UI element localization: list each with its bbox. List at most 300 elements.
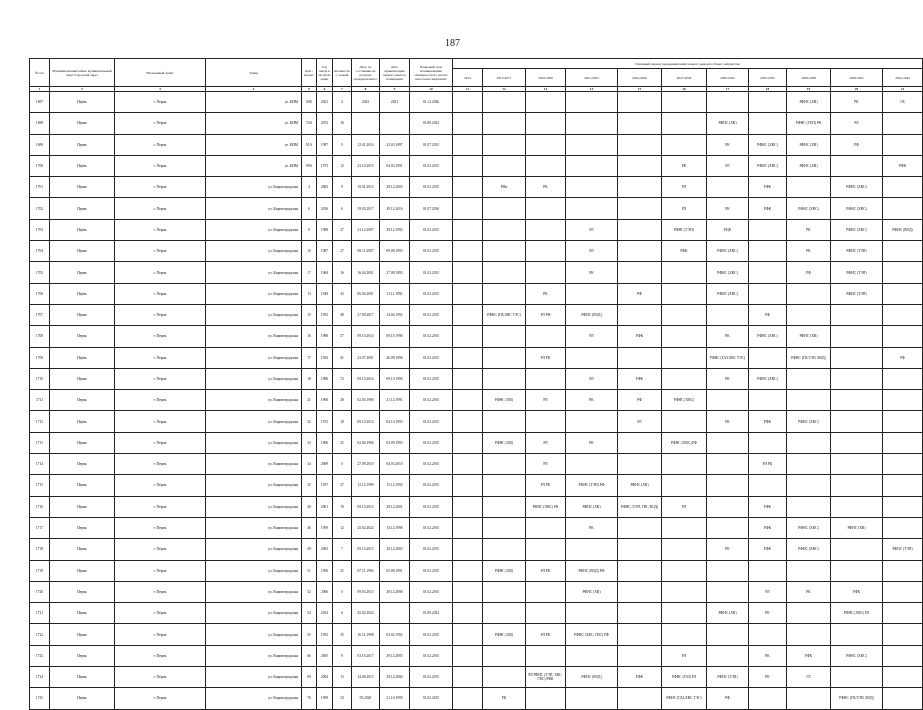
column-number: 14	[566, 87, 618, 92]
period-cell	[883, 198, 923, 219]
floors-cell: 25	[333, 432, 352, 453]
period-cell	[453, 624, 483, 645]
period-cell	[453, 603, 483, 624]
header-house: Дом / корпус	[302, 59, 317, 87]
street-cell: ул. КИМ	[206, 155, 302, 176]
period-cell	[662, 411, 707, 432]
house-cell: 35	[302, 475, 317, 496]
period-cell: РФНС (ВОД)	[883, 219, 923, 240]
street-cell: ул. Кировоградская	[206, 432, 302, 453]
year-cell: 1957	[317, 475, 333, 496]
period-cell	[483, 347, 526, 368]
period-cell: РФНС (ХВС)	[831, 177, 883, 198]
municipality-cell: Пермь	[50, 411, 115, 432]
header-privatization-date: Дата приватизации первого жилого помещения	[380, 59, 410, 87]
table-row	[30, 581, 923, 602]
period-cell: РК	[526, 177, 566, 198]
period-cell	[526, 688, 566, 709]
settlement-cell: г. Пермь	[115, 262, 206, 283]
period-cell	[707, 454, 749, 475]
table-row	[30, 92, 923, 113]
period-cell: РФ	[883, 347, 923, 368]
floors-cell: 28	[333, 390, 352, 411]
privatization-date-cell: 04.03.2010	[380, 454, 410, 475]
period-cell	[662, 624, 707, 645]
period-cell: РФК	[618, 667, 662, 688]
period-cell: РФК	[618, 326, 662, 347]
table-row	[30, 283, 923, 304]
due-date-cell: 01.02.2015	[410, 496, 453, 517]
house-cell: 34	[302, 454, 317, 475]
period-cell	[707, 390, 749, 411]
period-cell	[453, 496, 483, 517]
period-cell	[831, 390, 883, 411]
period-cell	[566, 92, 618, 113]
period-cell: РФНС (ГАЗ,ХВС ТЭС)	[707, 347, 749, 368]
period-cell	[749, 347, 787, 368]
period-cell	[453, 645, 483, 666]
period-cell: РЛ РК	[526, 347, 566, 368]
period-cell	[749, 262, 787, 283]
table-row	[30, 496, 923, 517]
settlement-cell: г. Пермь	[115, 283, 206, 304]
table-row	[30, 517, 923, 538]
period-cell: РК	[749, 645, 787, 666]
due-date-cell: 01.02.2015	[410, 539, 453, 560]
due-date-cell: 01.02.2015	[410, 304, 453, 325]
period-cell: ГЛ	[787, 667, 831, 688]
due-date-cell: 01.02.2015	[410, 581, 453, 602]
privatization-date-cell: 29.12.2005	[380, 645, 410, 666]
period-cell: РК	[787, 581, 831, 602]
street-cell: ул. Кировоградская	[206, 326, 302, 347]
house-cell: 52	[302, 581, 317, 602]
table-row	[30, 645, 923, 666]
period-cell: РЛ РК	[526, 560, 566, 581]
house-cell: 46	[302, 517, 317, 538]
period-cell: РФНС (ХВ)	[483, 432, 526, 453]
year-cell: 1988	[317, 326, 333, 347]
privatization-date-cell: 29.12.2016	[380, 198, 410, 219]
settlement-cell: г. Пермь	[115, 411, 206, 432]
period-cell	[566, 155, 618, 176]
period-cell	[453, 283, 483, 304]
house-cell: 32	[302, 411, 317, 432]
privatization-date-cell: 03.09.1993	[380, 432, 410, 453]
period-cell	[618, 113, 662, 134]
table-row	[30, 304, 923, 325]
row-number: 1706	[30, 283, 50, 304]
house-cell: 91А	[302, 134, 317, 155]
period-cell	[662, 517, 707, 538]
floors-cell: 13	[333, 667, 352, 688]
settlement-cell: г. Пермь	[115, 326, 206, 347]
municipality-cell: Пермь	[50, 326, 115, 347]
house-cell: 55	[302, 624, 317, 645]
period-cell: РЛ	[831, 113, 883, 134]
municipality-cell: Пермь	[50, 177, 115, 198]
period-cell: РФНС (ХВ)	[707, 113, 749, 134]
street-cell: ул. Кировоградская	[206, 411, 302, 432]
period-cell	[662, 603, 707, 624]
period-cell	[831, 155, 883, 176]
due-date-cell: 01.02.2015	[410, 560, 453, 581]
row-number: 1699	[30, 134, 50, 155]
settlement-cell: г. Пермь	[115, 177, 206, 198]
period-cell	[526, 198, 566, 219]
period-cell	[662, 560, 707, 581]
period-cell: РЛ	[566, 219, 618, 240]
row-number: 1719	[30, 560, 50, 581]
period-cell	[787, 475, 831, 496]
settlement-cell: г. Пермь	[115, 496, 206, 517]
period-cell: РЛ	[662, 198, 707, 219]
period-cell: РФНС (ХВ)	[566, 496, 618, 517]
table-row	[30, 368, 923, 389]
period-cell: РК	[566, 432, 618, 453]
period-cell: РФНС (ХВС)	[707, 262, 749, 283]
period-cell	[526, 368, 566, 389]
period-cell: РФ	[831, 134, 883, 155]
period-cell	[883, 390, 923, 411]
period-cell	[831, 326, 883, 347]
street-cell: ул. Кировоградская	[206, 454, 302, 475]
floors-cell: 5	[333, 581, 352, 602]
condition-date-cell: 27.09.2017	[352, 304, 380, 325]
due-date-cell: 01.02.2015	[410, 326, 453, 347]
period-cell: РФК	[749, 496, 787, 517]
street-cell: ул. Кировоградская	[206, 304, 302, 325]
period-cell	[662, 92, 707, 113]
municipality-cell: Пермь	[50, 496, 115, 517]
year-cell: 1973	[317, 155, 333, 176]
condition-date-cell: 05.2020	[352, 688, 380, 709]
header-period: 2036-2038	[787, 69, 831, 87]
period-cell	[483, 603, 526, 624]
column-number: 4	[206, 87, 302, 92]
house-cell: 33	[302, 432, 317, 453]
period-cell	[566, 347, 618, 368]
privatization-date-cell: 09.10.1996	[380, 326, 410, 347]
house-cell: 13	[302, 283, 317, 304]
period-cell	[883, 113, 923, 134]
period-cell	[453, 262, 483, 283]
period-cell	[453, 304, 483, 325]
period-cell	[618, 517, 662, 538]
row-number: 1702	[30, 198, 50, 219]
period-cell: РФНС (ХВ)	[787, 134, 831, 155]
municipality-cell: Пермь	[50, 539, 115, 560]
header-period: 2018-2020	[526, 69, 566, 87]
period-cell	[526, 262, 566, 283]
period-cell: РЛ	[566, 241, 618, 262]
period-cell	[483, 454, 526, 475]
condition-date-cell: 09.10.2014	[352, 368, 380, 389]
settlement-cell: г. Пермь	[115, 92, 206, 113]
due-date-cell: 01.02.2015	[410, 390, 453, 411]
condition-date-cell: 19.01.2013	[352, 177, 380, 198]
row-number: 1713	[30, 432, 50, 453]
period-cell	[526, 134, 566, 155]
header-settlement: Населенный пункт	[115, 59, 206, 87]
floors-cell: 35	[333, 624, 352, 645]
year-cell: 2004	[317, 667, 333, 688]
year-cell: 2021	[317, 92, 333, 113]
period-cell: РК	[707, 368, 749, 389]
period-cell: РФНС (ХВС)	[749, 155, 787, 176]
period-cell	[749, 560, 787, 581]
period-cell: РФНС (ХВС)	[831, 645, 883, 666]
period-cell: РФНС (ХВ)	[787, 92, 831, 113]
header-period: 2042-2044	[883, 69, 923, 87]
period-cell	[787, 283, 831, 304]
period-cell	[662, 262, 707, 283]
period-cell	[566, 198, 618, 219]
period-cell	[453, 198, 483, 219]
period-cell: РЛ	[662, 177, 707, 198]
period-cell: РФНС (ХВС)	[662, 390, 707, 411]
house-cell: 17	[302, 347, 317, 368]
period-cell	[749, 624, 787, 645]
floors-cell: 43	[333, 283, 352, 304]
period-cell	[787, 496, 831, 517]
period-cell: РК	[566, 517, 618, 538]
row-number: 1698	[30, 113, 50, 134]
floors-cell: 12	[333, 517, 352, 538]
condition-date-cell: 09.11.2007	[352, 241, 380, 262]
house-cell: 10	[302, 241, 317, 262]
settlement-cell: г. Пермь	[115, 688, 206, 709]
period-cell	[749, 241, 787, 262]
privatization-date-cell: 22.03.1997	[380, 134, 410, 155]
period-cell: ГК	[883, 92, 923, 113]
street-cell: ул. Кировоградская	[206, 177, 302, 198]
period-cell	[787, 368, 831, 389]
period-cell: РЛ РФНС (ТЭП, ХВС, ГВС) РФК	[526, 667, 566, 688]
period-cell: РЛ	[526, 432, 566, 453]
period-cell	[453, 517, 483, 538]
period-cell	[618, 603, 662, 624]
period-cell	[453, 411, 483, 432]
period-cell: РЦК	[707, 219, 749, 240]
period-cell	[883, 624, 923, 645]
house-cell: 18	[302, 368, 317, 389]
year-cell: 1958	[317, 688, 333, 709]
period-cell: РФНС (ГВ,ТЭП, ВОД)	[787, 347, 831, 368]
table-row	[30, 454, 923, 475]
period-cell: РФНС (ГАЗ,ХВС ТЭС)	[662, 688, 707, 709]
municipality-cell: Пермь	[50, 92, 115, 113]
municipality-cell: Пермь	[50, 581, 115, 602]
period-cell	[883, 581, 923, 602]
period-cell: РФНС (ХВС)	[787, 539, 831, 560]
column-number: 13	[526, 87, 566, 92]
year-cell: 2006	[317, 581, 333, 602]
settlement-cell: г. Пермь	[115, 390, 206, 411]
condition-date-cell: 06.04.2001	[352, 283, 380, 304]
due-date-cell: 01.02.2015	[410, 368, 453, 389]
period-cell	[883, 603, 923, 624]
header-period: 2030-2032	[707, 69, 749, 87]
street-cell: ул. Кировоградская	[206, 645, 302, 666]
house-cell: 69	[302, 667, 317, 688]
municipality-cell: Пермь	[50, 113, 115, 134]
settlement-cell: г. Пермь	[115, 432, 206, 453]
period-cell: РФК	[749, 198, 787, 219]
house-cell: 15	[302, 304, 317, 325]
period-cell: РК	[707, 134, 749, 155]
period-cell	[707, 92, 749, 113]
period-cell	[749, 92, 787, 113]
due-date-cell: 01.02.2015	[410, 177, 453, 198]
period-cell	[883, 368, 923, 389]
row-number: 1705	[30, 262, 50, 283]
row-number: 1715	[30, 475, 50, 496]
street-cell: ул. Кировоградская	[206, 496, 302, 517]
settlement-cell: г. Пермь	[115, 475, 206, 496]
row-number: 1722	[30, 624, 50, 645]
period-cell	[453, 688, 483, 709]
privatization-date-cell: 29.12.1992	[380, 219, 410, 240]
municipality-cell: Пермь	[50, 645, 115, 666]
period-cell	[831, 432, 883, 453]
column-number: 7	[333, 87, 352, 92]
period-cell	[526, 326, 566, 347]
period-cell: РФНС (ВОД) РФ	[566, 560, 618, 581]
period-cell: РФНС (ХВ)	[566, 581, 618, 602]
street-cell: ул. Кировоградская	[206, 347, 302, 368]
period-cell	[618, 177, 662, 198]
period-cell: РФНС (ХВС)	[707, 241, 749, 262]
period-cell	[707, 581, 749, 602]
year-cell: 1997	[317, 134, 333, 155]
period-cell	[453, 347, 483, 368]
condition-date-cell: 13.12.1999	[352, 475, 380, 496]
row-number: 1714	[30, 454, 50, 475]
period-cell	[707, 645, 749, 666]
privatization-date-cell: 2021	[380, 92, 410, 113]
house-cell: 40	[302, 496, 317, 517]
period-cell	[526, 92, 566, 113]
period-cell: РФ	[618, 390, 662, 411]
condition-date-cell: 14.06.2013	[352, 667, 380, 688]
period-cell	[453, 155, 483, 176]
privatization-date-cell: 14.04.1992	[380, 304, 410, 325]
period-cell: РФНС (ХВС) РК	[526, 496, 566, 517]
period-cell	[883, 262, 923, 283]
table-row	[30, 347, 923, 368]
municipality-cell: Пермь	[50, 390, 115, 411]
column-number: 15	[618, 87, 662, 92]
column-number: 1	[30, 87, 50, 92]
period-cell: РФК	[618, 368, 662, 389]
condition-date-cell: 16.11.1998	[352, 624, 380, 645]
house-cell: 60Б	[302, 92, 317, 113]
municipality-cell: Пермь	[50, 304, 115, 325]
period-cell	[831, 496, 883, 517]
due-date-cell: 01.02.2015	[410, 454, 453, 475]
period-cell: РФНС (ХВ)	[483, 560, 526, 581]
settlement-cell: г. Пермь	[115, 219, 206, 240]
period-cell	[453, 475, 483, 496]
period-cell	[566, 645, 618, 666]
street-cell: ул. КИМ	[206, 92, 302, 113]
year-cell: 1986	[317, 368, 333, 389]
period-cell	[526, 603, 566, 624]
period-cell	[883, 304, 923, 325]
period-cell: РК	[526, 283, 566, 304]
row-number: 1700	[30, 155, 50, 176]
period-cell: РФК	[883, 155, 923, 176]
period-cell: РК	[662, 155, 707, 176]
period-cell	[707, 560, 749, 581]
column-number: 8	[352, 87, 380, 92]
street-cell: ул. Кировоградская	[206, 624, 302, 645]
due-date-cell: 01.02.2015	[410, 624, 453, 645]
period-cell	[831, 539, 883, 560]
header-period: 2014	[453, 69, 483, 87]
period-cell	[787, 688, 831, 709]
column-number: 21	[883, 87, 923, 92]
house-cell: 66	[302, 645, 317, 666]
period-cell	[618, 134, 662, 155]
year-cell: 1953	[317, 304, 333, 325]
floors-cell: 5	[333, 454, 352, 475]
municipality-cell: Пермь	[50, 667, 115, 688]
column-number: 16	[662, 87, 707, 92]
period-cell	[483, 198, 526, 219]
header-period: 2033-2035	[749, 69, 787, 87]
period-cell	[883, 134, 923, 155]
period-cell: РЛ	[618, 411, 662, 432]
floors-cell: 12	[333, 155, 352, 176]
table-row	[30, 262, 923, 283]
column-number: 6	[317, 87, 333, 92]
due-date-cell: 01.07.2015	[410, 134, 453, 155]
period-cell	[483, 539, 526, 560]
period-cell	[483, 475, 526, 496]
row-number: 1704	[30, 241, 50, 262]
period-cell: РЛ	[662, 496, 707, 517]
period-cell	[883, 411, 923, 432]
due-date-cell: 01.07.2016	[410, 198, 453, 219]
table-row	[30, 688, 923, 709]
year-cell: 1956	[317, 560, 333, 581]
period-cell	[787, 454, 831, 475]
settlement-cell: г. Пермь	[115, 347, 206, 368]
year-cell: 2005	[317, 645, 333, 666]
period-cell: РФНС (ТЭП)	[831, 262, 883, 283]
period-cell	[618, 92, 662, 113]
period-cell: РК	[707, 539, 749, 560]
row-number: 1716	[30, 496, 50, 517]
year-cell: 1953	[317, 347, 333, 368]
year-cell: 1972	[317, 411, 333, 432]
municipality-cell: Пермь	[50, 198, 115, 219]
house-cell: 54	[302, 603, 317, 624]
house-cell: 4	[302, 177, 317, 198]
house-cell: 99А	[302, 155, 317, 176]
privatization-date-cell: 27.08.1993	[380, 262, 410, 283]
floors-cell: 9	[333, 177, 352, 198]
floors-cell: 5	[333, 134, 352, 155]
row-number: 1701	[30, 177, 50, 198]
condition-date-cell: 23.07.2001	[352, 347, 380, 368]
due-date-cell: 01.02.2015	[410, 411, 453, 432]
settlement-cell: г. Пермь	[115, 368, 206, 389]
year-cell: 1964	[317, 262, 333, 283]
floors-cell: 6	[333, 198, 352, 219]
